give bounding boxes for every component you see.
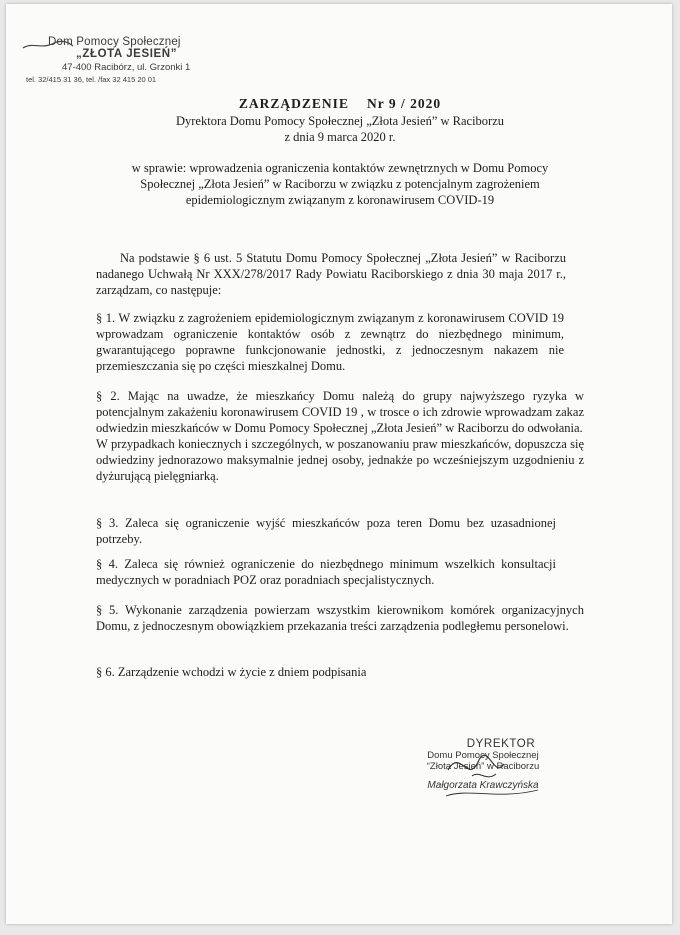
document-issuer: Dyrektora Domu Pomocy Społecznej „Złota Jesień” w Raciborzu	[175, 114, 505, 128]
document-date: z dnia 9 marca 2020 r.	[284, 130, 396, 144]
document-title	[0, 96, 680, 112]
subject-line-3: epidemiologicznym związanym z koronawirusem COVID-19	[185, 193, 495, 207]
stamp-line-brand: „ZŁOTA JESIEŃ”	[76, 48, 178, 60]
section-1: § 1. W związku z zagrożeniem epidemiologicznym związanym z koronawirusem COVID 19 wprowadzam ograniczenie kontaktów osób z zewnątrz do niezbędnego minimum, gwarantującego poprawne funkcjonowanie jednostki, z jednoczesnym nakazem nie przemieszczania się po części mieszkalnej Domu.	[96, 311, 564, 373]
signature-institution-city: “Złota Jesień” w Raciborzu	[426, 761, 540, 772]
section-2-exception: W przypadkach koniecznych i szczególnych, w poszanowaniu praw mieszkańców, dopuszcza się odwiedziny jednorazowo maksymalnie jednej osoby, jednakże po wcześniejszym uzgodnieniu z dyżurującą pielęgniarką.	[96, 437, 584, 483]
subject-line-2: Społecznej „Złota Jesień” w Raciborzu w związku z potencjalnym zagrożeniem	[140, 177, 540, 191]
signature-role: DYREKTOR	[466, 738, 536, 750]
title-label: ZARZĄDZENIE	[238, 96, 349, 111]
subject-line-1: w sprawie: wprowadzenia ograniczenia kontaktów zewnętrznych w Domu Pomocy	[131, 161, 549, 175]
handwritten-signature	[438, 740, 548, 810]
institution-stamp	[22, 36, 212, 84]
document-subject	[0, 160, 680, 208]
stamp-line-address: 47-400 Racibórz, ul. Grzonki 1	[62, 62, 191, 73]
signature-name: Małgorzata Krawczyńska	[427, 780, 539, 791]
director-signature-stamp	[398, 738, 568, 791]
stamp-line-name: Dom Pomocy Społecznej	[48, 36, 181, 48]
title-number: Nr 9 / 2020	[366, 96, 442, 111]
stamp-line-phone: tel. 32/415 31 36, tel. /fax 32 415 20 01	[26, 75, 157, 84]
section-3: § 3. Zaleca się ograniczenie wyjść mieszkańców poza teren Domu bez uzasadnionej potrzeby.	[96, 516, 556, 546]
stamp-scribble	[22, 40, 74, 50]
section-6: § 6. Zarządzenie wchodzi w życie z dniem podpisania	[96, 665, 367, 679]
section-2-main: § 2. Mając na uwadze, że mieszkańcy Domu należą do grupy najwyższego ryzyka w potencjalnym zakażeniu koronawirusem COVID 19 , w trosce o ich zdrowie wprowadzam zakaz odwiedzin mieszkańców w Domu Pomocy Społecznej „Złota Jesień” w Raciborzu do odwołania.	[96, 389, 584, 435]
legal-basis: Na podstawie § 6 ust. 5 Statutu Domu Pomocy Społecznej „Złota Jesień” w Raciborzu nadanego Uchwałą Nr XXX/278/2017 Rady Powiatu Raciborskiego z dnia 30 maja 2017 r., zarządzam, co następuje:	[96, 251, 566, 297]
section-4: § 4. Zaleca się również ograniczenie do niezbędnego minimum wszelkich konsultacji medycznych w poradniach POZ oraz poradniach specjalistycznych.	[96, 557, 556, 587]
section-2	[96, 388, 584, 484]
section-5: § 5. Wykonanie zarządzenia powierzam wszystkim kierownikom komórek organizacyjnych Domu, z jednoczesnym obowiązkiem przekazania treści zarządzenia podległemu personelowi.	[96, 603, 584, 633]
signature-institution: Domu Pomocy Społecznej	[427, 750, 539, 761]
